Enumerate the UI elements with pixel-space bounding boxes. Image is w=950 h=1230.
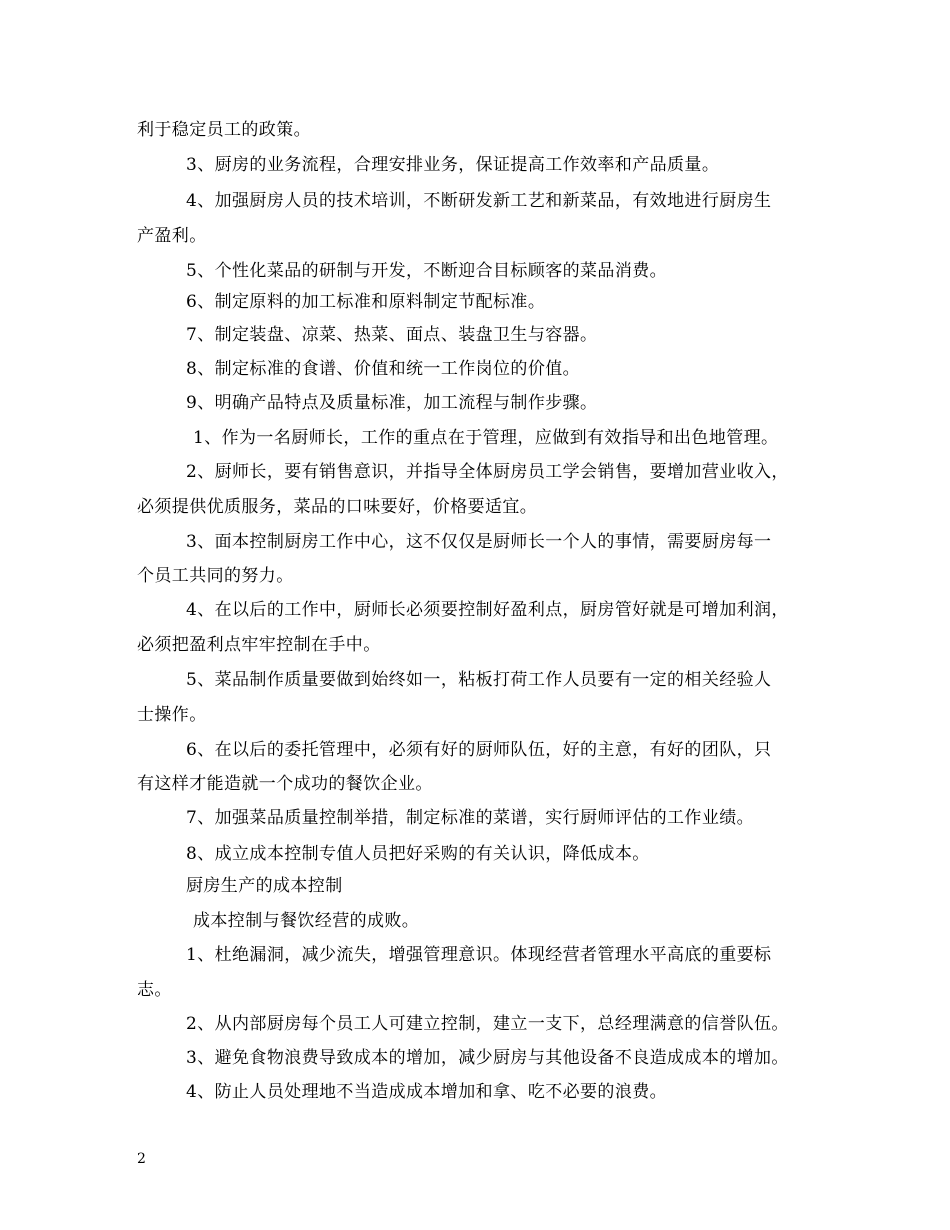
text-line: 7、制定装盘、凉菜、热菜、面点、装盘卫生与容器。 (186, 325, 598, 345)
text-line: 4、防止人员处理地不当造成成本增加和拿、吃不必要的浪费。 (186, 1082, 668, 1102)
text-line: 1、杜绝漏洞，减少流失，增强管理意识。体现经营者管理水平高底的重要标 (186, 945, 772, 965)
text-line: 产盈利。 (137, 226, 207, 246)
text-line: 4、在以后的工作中，厨师长必须要控制好盈利点，厨房管好就是可增加利润， (186, 600, 789, 620)
text-line: 8、成立成本控制专值人员把好采购的有关认识，降低成本。 (186, 844, 650, 864)
text-line: 3、厨房的业务流程，合理安排业务，保证提高工作效率和产品质量。 (186, 155, 720, 175)
text-line: 有这样才能造就一个成功的餐饮企业。 (137, 774, 433, 794)
text-line: 个员工共同的努力。 (137, 566, 294, 586)
text-line: 2、厨师长，要有销售意识，并指导全体厨房员工学会销售，要增加营业收入， (186, 462, 789, 482)
page-number: 2 (137, 1151, 146, 1167)
text-line: 9、明确产品特点及质量标准，加工流程与制作步骤。 (186, 393, 598, 413)
text-line: 成本控制与餐饮经营的成败。 (193, 911, 420, 931)
text-line: 6、在以后的委托管理中，必须有好的厨师队伍，好的主意，有好的团队，只 (186, 740, 772, 760)
section-heading: 厨房生产的成本控制 (186, 876, 343, 896)
text-line: 2、从内部厨房每个员工人可建立控制，建立一支下，总经理满意的信誉队伍。 (186, 1014, 789, 1034)
text-line: 8、制定标准的食谱、价值和统一工作岗位的价值。 (186, 359, 581, 379)
text-line: 必须把盈利点牢牢控制在手中。 (137, 635, 381, 655)
text-line: 3、避免食物浪费导致成本的增加，减少厨房与其他设备不良造成成本的增加。 (186, 1048, 789, 1068)
text-line: 士操作。 (137, 705, 207, 725)
text-line: 6、制定原料的加工标准和原料制定节配标准。 (186, 292, 546, 312)
text-line: 志。 (137, 980, 172, 1000)
text-line: 利于稳定员工的政策。 (137, 120, 311, 140)
text-line: 必须提供优质服务，菜品的口味要好，价格要适宜。 (137, 497, 538, 517)
text-line: 1、作为一名厨师长，工作的重点在于管理，应做到有效指导和出色地管理。 (193, 428, 779, 448)
text-line: 4、加强厨房人员的技术培训，不断研发新工艺和新菜品，有效地进行厨房生 (186, 191, 772, 211)
text-line: 5、个性化菜品的研制与开发，不断迎合目标顾客的菜品消费。 (186, 261, 668, 281)
text-line: 7、加强菜品质量控制举措，制定标准的菜谱，实行厨师评估的工作业绩。 (186, 808, 755, 828)
text-line: 5、菜品制作质量要做到始终如一，粘板打荷工作人员要有一定的相关经验人 (186, 670, 772, 690)
text-line: 3、面本控制厨房工作中心，这不仅仅是厨师长一个人的事情，需要厨房每一 (186, 532, 772, 552)
